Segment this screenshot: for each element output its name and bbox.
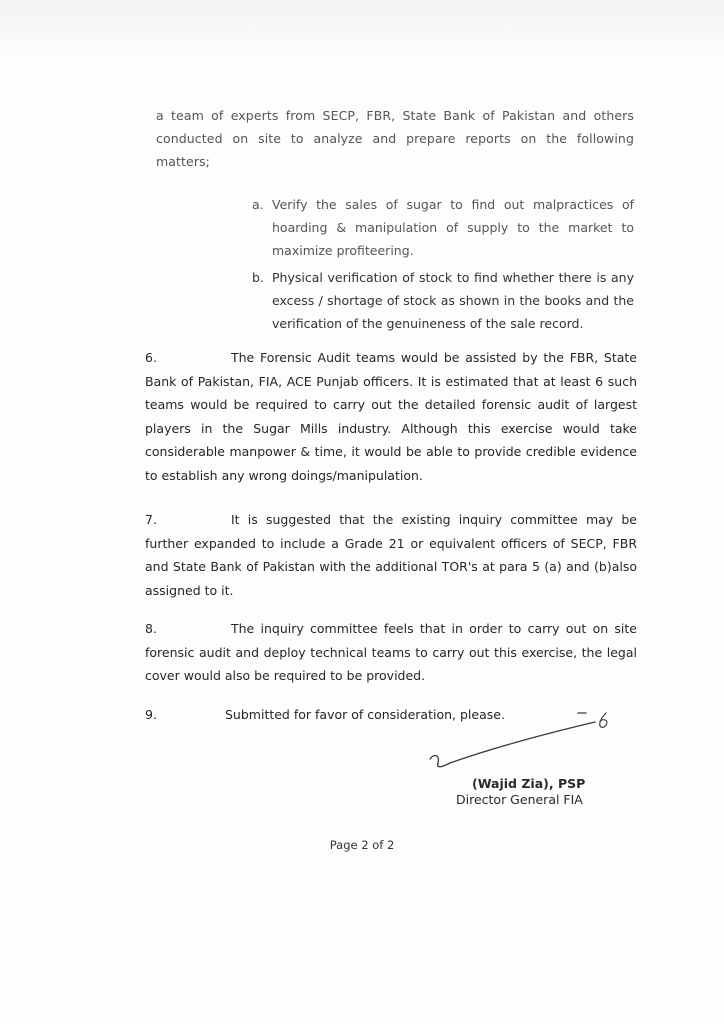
signatory-name: (Wajid Zia), PSP <box>472 776 586 791</box>
signatory-title: Director General FIA <box>456 792 583 807</box>
scan-shading <box>0 0 724 60</box>
sub-item-a <box>252 193 634 262</box>
page-number: Page 2 of 2 <box>329 838 395 852</box>
paragraph-number: 9. <box>145 707 157 722</box>
sub-item-text: Verify the sales of sugar to find out malpractices of hoarding & manipulation of supply to the market to maximize profiteering. <box>272 197 634 258</box>
sub-item-b <box>252 266 634 335</box>
paragraph-text: Submitted for favor of consideration, please. <box>225 707 505 722</box>
intro-paragraph: a team of experts from SECP, FBR, State Bank of Pakistan and others conducted on site to analyze and prepare reports on the following matters; <box>156 108 634 169</box>
handwritten-signature <box>420 695 620 785</box>
paragraph-7 <box>145 508 637 602</box>
paragraph-8 <box>145 617 637 688</box>
paragraph-text: The inquiry committee feels that in order to carry out on site forensic audit and deploy technical teams to carry out this exercise, the legal cover would also be required to be provided. <box>145 621 637 683</box>
paragraph-text: The Forensic Audit teams would be assisted by the FBR, State Bank of Pakistan, FIA, ACE Punjab officers. It is estimated that at least 6 such teams would be required to carry out the detailed forensic audit of largest players in the Sugar Mills industry. Although this exercise would take considerable manpower & time, it would be able to provide credible evidence to establish any wrong doings/manipulation. <box>145 350 637 483</box>
paragraph-text: It is suggested that the existing inquiry committee may be further expanded to include a Grade 21 or equivalent officers of SECP, FBR and State Bank of Pakistan with the additional TOR's at para 5 (a) and (b)also assigned to it. <box>145 512 637 598</box>
paragraph-number: 6. <box>145 350 157 365</box>
paragraph-number: 7. <box>145 512 157 527</box>
sub-item-text: Physical verification of stock to find whether there is any excess / shortage of stock as shown in the books and the verification of the genuineness of the sale record. <box>272 270 634 331</box>
sub-item-marker: b. <box>252 270 264 285</box>
paragraph-number: 8. <box>145 621 157 636</box>
sub-item-marker: a. <box>252 197 264 212</box>
paragraph-6 <box>145 346 637 487</box>
